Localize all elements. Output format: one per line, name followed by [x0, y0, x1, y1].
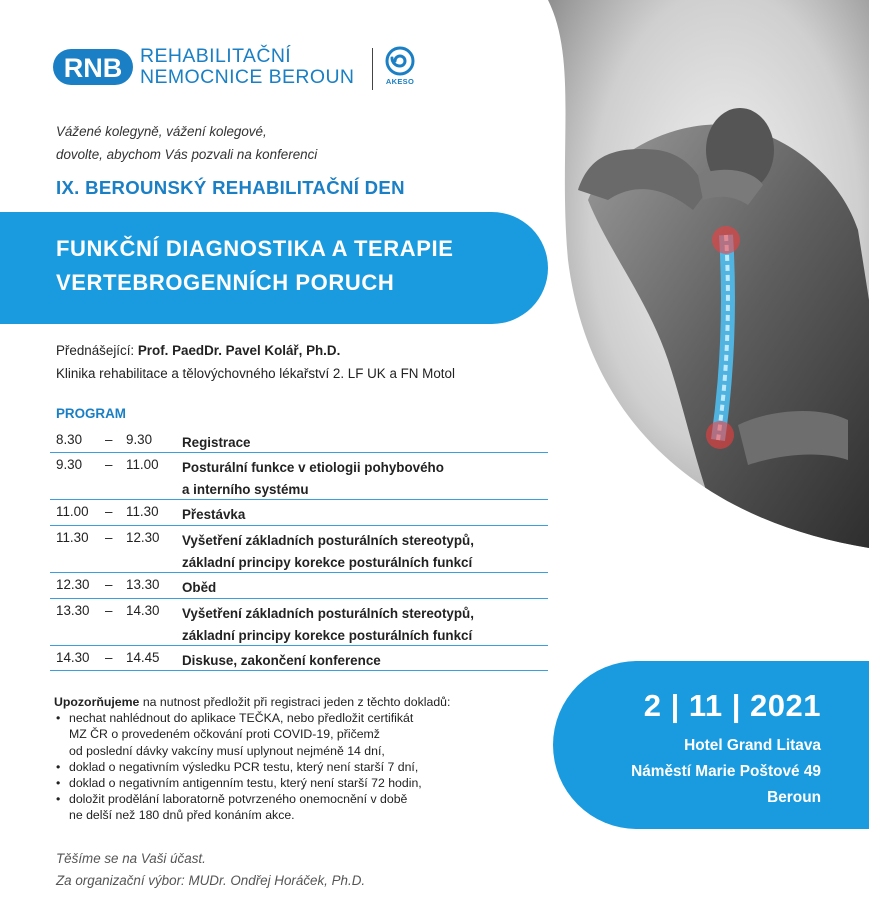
program-dash: –	[105, 432, 113, 447]
covid-notice	[54, 694, 524, 824]
program-time-to: 12.30	[126, 530, 160, 545]
org-name-line2: NEMOCNICE BEROUN	[140, 66, 355, 88]
program-row	[50, 453, 548, 500]
greeting-line1: Vážené kolegyně, vážení kolegové,	[56, 124, 267, 139]
program-dash: –	[105, 457, 113, 472]
program-item-line2: a interního systému	[182, 482, 309, 497]
program-row	[50, 599, 548, 646]
program-time-to: 14.30	[126, 603, 160, 618]
greeting-line2: dovolte, abychom Vás pozvali na konferenci	[56, 147, 318, 162]
program-item-line2: základní principy korekce posturálních funkcí	[182, 628, 473, 643]
program-table	[50, 428, 548, 671]
notice-item	[54, 775, 524, 791]
program-time-from: 13.30	[56, 603, 90, 618]
event-info-box	[553, 661, 869, 829]
banner-title-line2: VERTEBROGENNÍCH PORUCH	[56, 270, 395, 295]
program-row	[50, 646, 548, 671]
program-item-line1: Vyšetření základních posturálních stereotypů,	[182, 533, 474, 548]
program-time-to: 11.30	[126, 504, 159, 519]
svg-text:RNB: RNB	[63, 53, 123, 83]
notice-lead-bold: Upozorňujeme	[54, 695, 140, 709]
program-time-to: 14.45	[126, 650, 160, 665]
program-time-from: 11.00	[56, 504, 89, 519]
notice-item-line: MZ ČR o provedeném očkování proti COVID-19, přičemž	[69, 727, 380, 742]
notice-item	[54, 710, 524, 759]
event-city: Beroun	[767, 789, 821, 806]
banner-title-line1: FUNKČNÍ DIAGNOSTIKA A TERAPIE	[56, 236, 454, 261]
notice-item-line: doložit prodělání laboratorně potvrzeného onemocnění v době	[69, 792, 408, 807]
program-dash: –	[105, 530, 113, 545]
program-time-to: 9.30	[126, 432, 153, 447]
program-item: Oběd	[182, 580, 217, 595]
program-row	[50, 526, 548, 573]
program-time-from: 11.30	[56, 530, 89, 545]
program-item: Přestávka	[182, 507, 246, 522]
notice-item	[54, 791, 524, 823]
rnb-logo	[52, 46, 354, 88]
notice-item-line: nechat nahlédnout do aplikace TEČKA, nebo předložit certifikát	[69, 711, 414, 726]
program-time-to: 13.30	[126, 577, 160, 592]
event-venue: Hotel Grand Litava	[684, 737, 821, 754]
program-item	[182, 599, 474, 647]
org-name	[140, 46, 354, 88]
speaker-label: Přednášející:	[56, 343, 138, 358]
program-row	[50, 428, 548, 453]
akeso-spiral-icon	[385, 46, 415, 76]
program-dash: –	[105, 650, 113, 665]
rnb-logo-mark	[52, 47, 134, 87]
akeso-label: AKESO	[385, 77, 415, 86]
title-banner	[0, 212, 548, 324]
program-item: Diskuse, zakončení konference	[182, 653, 381, 668]
program-time-from: 12.30	[56, 577, 90, 592]
notice-lead	[54, 694, 524, 710]
speaker	[56, 343, 340, 358]
program-dash: –	[105, 577, 113, 592]
notice-item-line: ne delší než 180 dnů před konáním akce.	[69, 808, 295, 823]
program-item	[182, 453, 444, 501]
closing-signature: Za organizační výbor: MUDr. Ondřej Horáček, Ph.D.	[56, 873, 366, 888]
program-dash: –	[105, 504, 113, 519]
program-item-line1: Posturální funkce v etiologii pohybového	[182, 460, 444, 475]
speaker-name: Prof. PaedDr. Pavel Kolář, Ph.D.	[137, 343, 341, 358]
speaker-affiliation: Klinika rehabilitace a tělovýchovného lékařství 2. LF UK a FN Motol	[56, 366, 455, 381]
notice-item-line: od poslední dávky vakcíny musí uplynout nejméně 14 dní,	[69, 743, 385, 758]
akeso-logo	[381, 46, 419, 86]
program-row	[50, 573, 548, 599]
notice-lead-rest: na nutnost předložit při registraci jeden z těchto dokladů:	[139, 695, 451, 709]
program-time-to: 11.00	[126, 457, 159, 472]
closing-line1: Těšíme se na Vaši účast.	[56, 851, 206, 866]
notice-list	[54, 710, 524, 823]
spine-photo	[548, 0, 869, 548]
program-item-line2: základní principy korekce posturálních funkcí	[182, 555, 473, 570]
program-item: Registrace	[182, 435, 251, 450]
program-row	[50, 500, 548, 526]
program-item	[182, 526, 474, 574]
notice-item-line: doklad o negativním antigenním testu, který není starší 72 hodin,	[69, 776, 422, 791]
event-date: 2 | 11 | 2021	[643, 688, 821, 723]
notice-item	[54, 759, 524, 775]
logo-divider	[372, 48, 373, 90]
program-time-from: 14.30	[56, 650, 90, 665]
program-dash: –	[105, 603, 113, 618]
program-title: PROGRAM	[56, 406, 126, 421]
program-time-from: 8.30	[56, 432, 83, 447]
event-title: IX. BEROUNSKÝ REHABILITAČNÍ DEN	[56, 177, 405, 198]
program-item-line1: Vyšetření základních posturálních stereotypů,	[182, 606, 474, 621]
org-name-line1: REHABILITAČNÍ	[140, 45, 292, 67]
program-time-from: 9.30	[56, 457, 83, 472]
event-street: Náměstí Marie Poštové 49	[631, 763, 821, 780]
notice-item-line: doklad o negativním výsledku PCR testu, který není starší 7 dní,	[69, 759, 419, 774]
